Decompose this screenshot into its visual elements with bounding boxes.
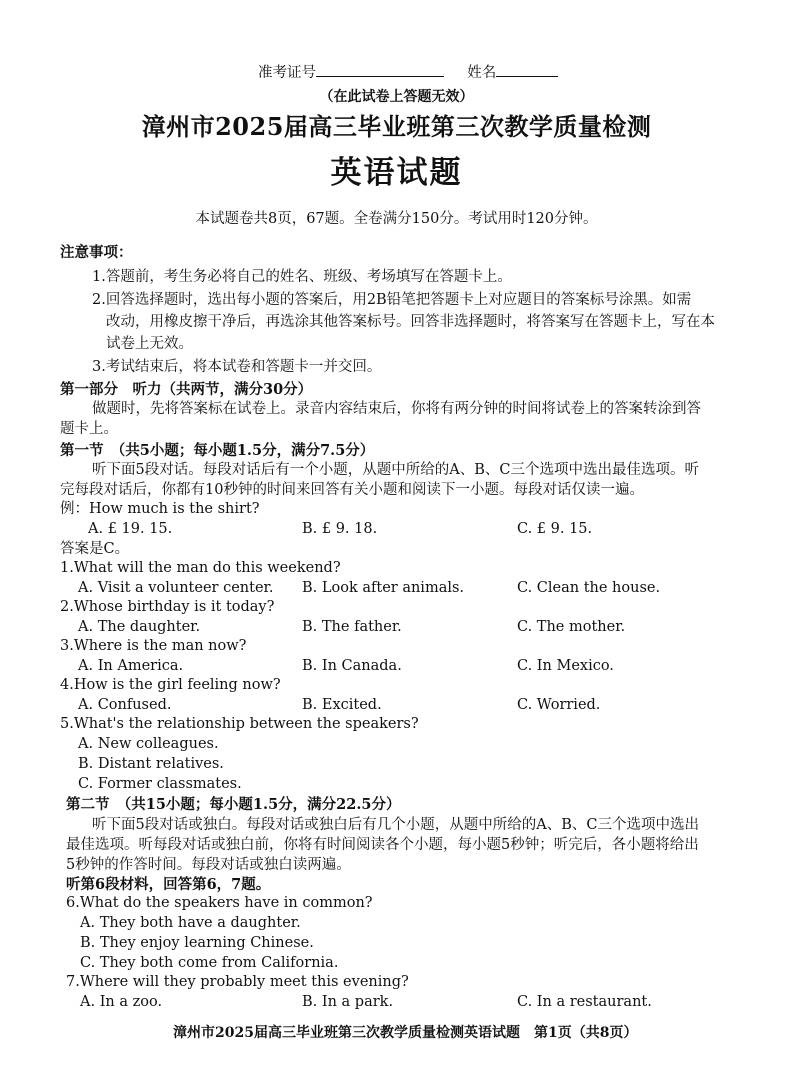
part1-intro-line2: 题卡上。 — [60, 421, 118, 437]
example-answer: 答案是C。 — [60, 541, 130, 557]
section1-intro-line2: 完每段对话后，你都有10秒钟的时间来回答有关小题和阅读下一小题。每段对话仅读一遍。 — [60, 482, 644, 498]
section1-heading: 第一节 （共5小题；每小题1.5分，满分7.5分） — [60, 442, 375, 459]
q6-option-b: B. They enjoy learning Chinese. — [80, 935, 314, 951]
q7-option-c: C. In a restaurant. — [517, 994, 652, 1010]
question-3: 3.Where is the man now? — [60, 638, 247, 654]
q5-option-b: B. Distant relatives. — [78, 756, 224, 772]
exam-id-field — [258, 62, 558, 84]
q3-option-c: C. In Mexico. — [517, 658, 614, 674]
q4-option-a: A. Confused. — [78, 697, 172, 713]
section2-intro-line2: 最佳选项。听每段对话或独白前，你将有时间阅读各个小题，每小题5秒钟；听完后，各小题将给出 — [66, 837, 699, 853]
q2-option-b: B. The father. — [302, 619, 402, 635]
section2-intro-line1: 听下面5段对话或独白。每段对话或独白后有几个小题，从题中所给的A、B、C三个选项中选出 — [92, 817, 699, 833]
part1-heading: 第一部分 听力（共两节，满分30分） — [60, 381, 313, 398]
q5-option-a: A. New colleagues. — [78, 736, 219, 752]
q6-option-c: C. They both come from California. — [80, 955, 339, 971]
name-label: 姓名 — [467, 65, 497, 81]
q3-option-b: B. In Canada. — [302, 658, 402, 674]
question-1: 1.What will the man do this weekend? — [60, 560, 341, 576]
section2-heading: 第二节 （共15小题；每小题1.5分，满分22.5分） — [66, 796, 401, 813]
page-footer: 漳州市2025届高三毕业班第三次教学质量检测英语试题 第1页（共8页） — [173, 1025, 638, 1041]
q3-option-a: A. In America. — [78, 658, 184, 674]
question-6: 6.What do the speakers have in common? — [66, 895, 373, 911]
example-option-c: C. £ 9. 15. — [517, 521, 593, 537]
section2-intro-line3: 5秒钟的作答时间。每段对话或独白读两遍。 — [66, 857, 351, 873]
question-2: 2.Whose birthday is it today? — [60, 599, 275, 615]
material-6-heading: 听第6段材料，回答第6，7题。 — [66, 876, 271, 893]
q1-option-a: A. Visit a volunteer center. — [78, 580, 274, 596]
exam-id-label: 准考证号 — [258, 65, 316, 81]
q5-option-c: C. Former classmates. — [78, 776, 242, 792]
example-question: 例：How much is the shirt? — [60, 501, 260, 517]
name-blank — [496, 62, 558, 77]
q1-option-c: C. Clean the house. — [517, 580, 661, 596]
notice: （在此试卷上答题无效） — [319, 89, 474, 105]
q2-option-c: C. The mother. — [517, 619, 626, 635]
q2-option-a: A. The daughter. — [78, 619, 201, 635]
instruction-3: 3.考试结束后，将本试卷和答题卡一并交回。 — [92, 359, 382, 375]
q7-option-b: B. In a park. — [302, 994, 394, 1010]
instructions-heading: 注意事项： — [60, 244, 133, 261]
q1-option-b: B. Look after animals. — [302, 580, 465, 596]
example-option-b: B. £ 9. 18. — [302, 521, 378, 537]
q4-option-c: C. Worried. — [517, 697, 601, 713]
subject-title: 英语试题 — [330, 155, 463, 191]
instruction-2-line1: 2.回答选择题时，选出每小题的答案后，用2B铅笔把答题卡上对应题目的答案标号涂黑。如需 — [92, 292, 692, 308]
exam-info: 本试题卷共8页，67题。全卷满分150分。考试用时120分钟。 — [195, 211, 598, 227]
question-4: 4.How is the girl feeling now? — [60, 677, 281, 693]
instruction-1: 1.答题前，考生务必将自己的姓名、班级、考场填写在答题卡上。 — [92, 269, 512, 285]
q7-option-a: A. In a zoo. — [80, 994, 163, 1010]
q6-option-a: A. They both have a daughter. — [80, 915, 301, 931]
q4-option-b: B. Excited. — [302, 697, 382, 713]
instruction-2-line3: 试卷上无效。 — [106, 336, 193, 352]
question-5: 5.What's the relationship between the speakers? — [60, 716, 419, 732]
exam-id-blank — [316, 62, 444, 77]
example-option-a: A. £ 19. 15. — [88, 521, 173, 537]
instruction-2-line2: 改动，用橡皮擦干净后，再选涂其他答案标号。回答非选择题时，将答案写在答题卡上，写在本 — [106, 314, 715, 330]
question-7: 7.Where will they probably meet this evening? — [66, 974, 409, 990]
exam-title: 漳州市2025届高三毕业班第三次教学质量检测 — [141, 112, 652, 141]
part1-intro-line1: 做题时，先将答案标在试卷上。录音内容结束后，你将有两分钟的时间将试卷上的答案转涂到答 — [92, 401, 701, 417]
section1-intro-line1: 听下面5段对话。每段对话后有一个小题，从题中所给的A、B、C三个选项中选出最佳选项。听 — [92, 462, 699, 478]
